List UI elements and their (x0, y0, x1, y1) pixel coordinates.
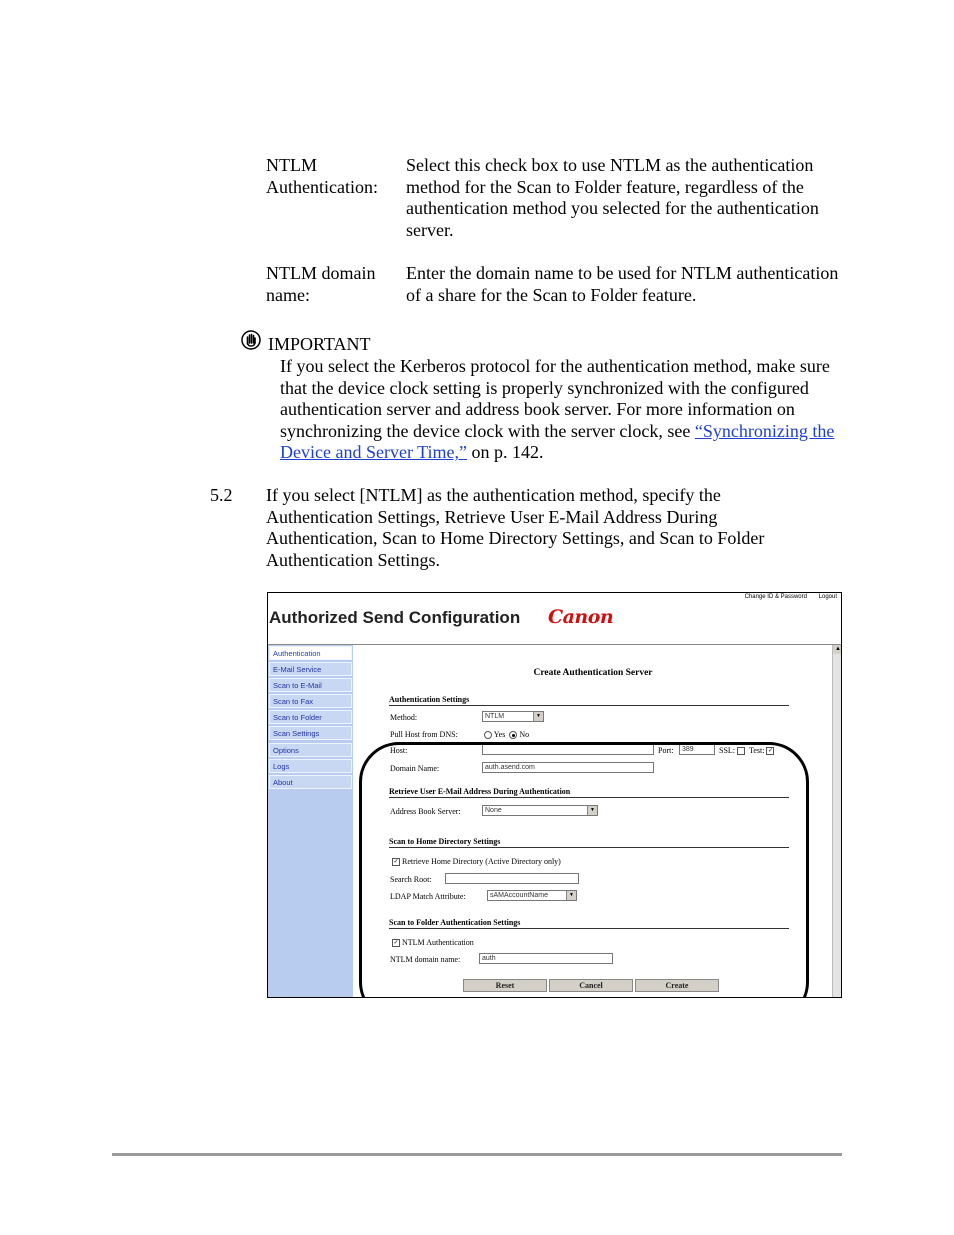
form-area (354, 645, 832, 997)
ntlm-domain-label: NTLM domain name: (390, 955, 461, 964)
nav-scan-to-email[interactable]: Scan to E-Mail (269, 678, 352, 692)
nav-scan-settings[interactable]: Scan Settings (269, 726, 352, 740)
important-body (280, 356, 840, 464)
nav-scan-to-fax[interactable]: Scan to Fax (269, 694, 352, 708)
nav-about[interactable]: About (269, 775, 352, 789)
section-folder-auth: Scan to Folder Authentication Settings (389, 918, 789, 929)
ntlm-auth-label: NTLM Authentication (402, 938, 474, 947)
port-label: Port: (658, 746, 674, 755)
create-button[interactable]: Create (635, 979, 719, 992)
ntlm-domain-input[interactable]: auth (479, 953, 613, 964)
logout-link[interactable]: Logout (818, 594, 837, 600)
address-book-value: None (485, 807, 502, 814)
method-value: NTLM (485, 713, 505, 720)
nav-options[interactable]: Options (269, 743, 352, 757)
hand-stop-icon (241, 330, 261, 350)
domain-name-input[interactable]: auth.asend.com (482, 762, 654, 773)
ldap-value: sAMAccountName (490, 892, 548, 899)
section-home-directory: Scan to Home Directory Settings (389, 837, 789, 848)
nav-scan-to-folder[interactable]: Scan to Folder (269, 710, 352, 724)
highlight-oval (359, 742, 809, 998)
important-text: If you select the Kerberos protocol for the authentication method, make sure that the device clock setting is properly synchronized with the configured authentication server and address book server. For more information on synchronizing the device clock with the server clock, see (280, 356, 830, 441)
method-label: Method: (390, 713, 418, 722)
scrollbar[interactable] (832, 645, 842, 997)
test-label: Test: (749, 746, 765, 755)
canon-logo: Canon (548, 606, 614, 628)
no-label: No (519, 730, 530, 739)
app-title: Authorized Send Configuration (269, 608, 521, 627)
ldap-label: LDAP Match Attribute: (390, 892, 466, 901)
section-authentication-settings: Authentication Settings (389, 695, 789, 706)
change-id-password-link[interactable]: Change ID & Password (744, 594, 807, 600)
chevron-down-icon: ▼ (587, 806, 597, 815)
pull-host-radios (484, 730, 529, 739)
ntlm-auth-checkbox[interactable]: ✓ (393, 940, 399, 947)
domain-name-label: Domain Name: (390, 764, 440, 773)
ssl-label: SSL: (719, 746, 736, 755)
method-select[interactable] (482, 711, 544, 722)
sidebar (268, 645, 353, 997)
form-title: Create Authentication Server (533, 668, 653, 678)
scroll-up-icon[interactable]: ▲ (833, 645, 842, 654)
header-links (735, 594, 837, 600)
address-book-label: Address Book Server: (390, 807, 461, 816)
config-screenshot (267, 592, 842, 998)
no-radio[interactable] (509, 731, 517, 739)
step-number: 5.2 (210, 485, 233, 505)
reset-button[interactable]: Reset (463, 979, 547, 992)
important-title: IMPORTANT (268, 334, 371, 354)
pull-host-label: Pull Host from DNS: (390, 730, 458, 739)
cancel-button[interactable]: Cancel (549, 979, 633, 992)
sync-time-link[interactable]: “Synchronizing the Device and Server Time,” (280, 420, 835, 463)
desc-ntlm-authentication: Select this check box to use NTLM as the authentication method for the Scan to Folder feature, regardless of the authentication method you selected for the authentication server. (406, 155, 819, 240)
nav-logs[interactable]: Logs (269, 759, 352, 773)
port-input[interactable]: 389 (679, 744, 715, 755)
chevron-down-icon: ▼ (533, 712, 543, 721)
footer-rule (112, 1153, 842, 1156)
section-retrieve-email: Retrieve User E-Mail Address During Authentication (389, 787, 789, 798)
yes-radio[interactable] (484, 731, 492, 739)
yes-label: Yes (493, 730, 506, 739)
chevron-down-icon: ▼ (566, 891, 576, 900)
search-root-label: Search Root: (390, 875, 432, 884)
nav-authentication[interactable]: Authentication (269, 646, 352, 660)
term-ntlm-domain-name: NTLM domain name: (266, 263, 376, 305)
step-text: If you select [NTLM] as the authentication method, specify the Authentication Settings, Retrieve User E-Mail Address During Authentication, Scan to Home Directory Settings, and Scan to Folder Authentication Settings. (266, 485, 765, 570)
retrieve-home-checkbox[interactable]: ✓ (393, 859, 399, 866)
desc-ntlm-domain-name: Enter the domain name to be used for NTLM authentication of a share for the Scan to Folder feature. (406, 263, 839, 305)
host-label: Host: (390, 746, 408, 755)
test-checkbox[interactable]: ✓ (767, 748, 773, 755)
term-ntlm-authentication: NTLM Authentication: (266, 155, 378, 197)
retrieve-home-label: Retrieve Home Directory (Active Directory only) (402, 857, 561, 866)
nav-email-service[interactable]: E-Mail Service (269, 662, 352, 676)
important-text-after: on p. 142. (466, 442, 544, 463)
